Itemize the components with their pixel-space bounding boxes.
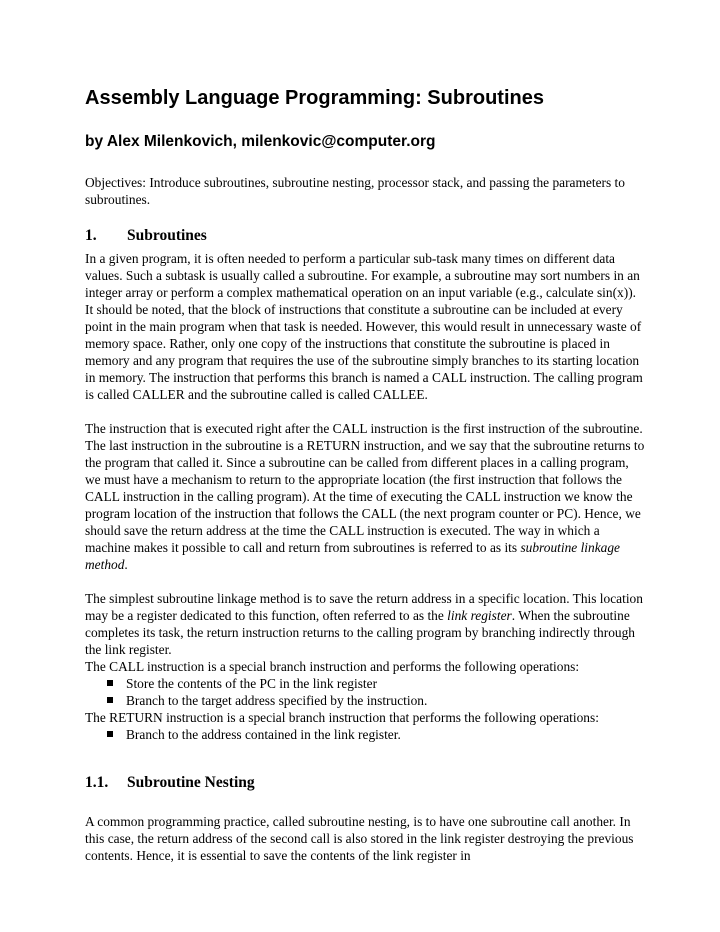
list-item: Branch to the address contained in the link register. <box>85 726 645 743</box>
call-operations-list <box>85 675 645 709</box>
paragraph-2-end: . <box>124 557 128 572</box>
square-bullet-icon <box>107 697 113 703</box>
objectives-paragraph: Objectives: Introduce subroutines, subroutine nesting, processor stack, and passing the parameters to subroutines. <box>85 175 625 207</box>
section-1-heading <box>85 226 645 246</box>
paragraph-2-text: The instruction that is executed right after the CALL instruction is the first instruction of the subroutine. The last instruction in the subroutine is a RETURN instruction, and we say that the subroutine returns to the program that called it. Since a subroutine can be called from different places in a calling program, we must have a mechanism to return to the appropriate location (the first instruction that follows the CALL instruction in the calling program). At the time of executing the CALL instruction we know the program location of the instruction that follows the CALL (the next program counter or PC). Hence, we should save the return address at the time the CALL instruction is executed. The way in which a machine makes it possible to call and return from subroutines is referred to as its <box>85 421 645 555</box>
section-1-number: 1. <box>85 227 97 244</box>
subroutines-paragraph-2 <box>85 420 645 573</box>
list-item: Store the contents of the PC in the link register <box>85 675 645 692</box>
link-register-term: link register <box>447 608 512 623</box>
section-1-title: Subroutines <box>127 227 207 244</box>
document-author: by Alex Milenkovich, milenkovic@computer.org <box>85 133 436 150</box>
section-1-1-title: Subroutine Nesting <box>127 774 255 791</box>
document-title: Assembly Language Programming: Subroutines <box>85 87 544 109</box>
linkage-method-term: subroutine linkage method <box>85 540 620 572</box>
call-intro-paragraph: The CALL instruction is a special branch instruction and performs the following operations: <box>85 659 580 674</box>
document-page <box>85 80 645 864</box>
nesting-paragraph: A common programming practice, called subroutine nesting, is to have one subroutine call another. In this case, the return address of the second call is also stored in the link register destroying the previous contents. Hence, it is essential to save the contents of the link register in <box>85 814 634 863</box>
list-item: Branch to the target address specified by the instruction. <box>85 692 645 709</box>
square-bullet-icon <box>107 731 113 737</box>
subroutines-paragraph-1: In a given program, it is often needed to perform a particular sub-task many times on different data values. Such a subtask is usually called a subroutine. For example, a subroutine may sort numbers in an integer array or perform a complex mathematical operation on an input variable (e.g., calculate sin(x)). It should be noted, that the block of instructions that constitute a subroutine can be included at every point in the main program when that task is needed. However, this would result in unnecessary waste of memory space. Rather, only one copy of the instructions that constitute the subroutine is placed in memory and any program that requires the use of the subroutine simply branches to its starting location in memory. The instruction that performs this branch is named a CALL instruction. The calling program is called CALLER and the subroutine called is called CALLEE. <box>85 251 643 402</box>
return-intro-paragraph: The RETURN instruction is a special branch instruction that performs the following operations: <box>85 710 599 725</box>
paragraph-3-end: . When the subroutine completes its task, the return instruction returns to the calling program by branching indirectly through the link register. <box>85 608 635 657</box>
paragraph-3-text: The simplest subroutine linkage method is to save the return address in a specific location. This location may be a register dedicated to this function, often referred to as the <box>85 591 643 623</box>
section-1-1-number: 1.1. <box>85 774 109 791</box>
return-operations-list <box>85 726 645 743</box>
square-bullet-icon <box>107 680 113 686</box>
section-1-1-heading <box>85 773 645 793</box>
subroutines-paragraph-3 <box>85 590 645 658</box>
